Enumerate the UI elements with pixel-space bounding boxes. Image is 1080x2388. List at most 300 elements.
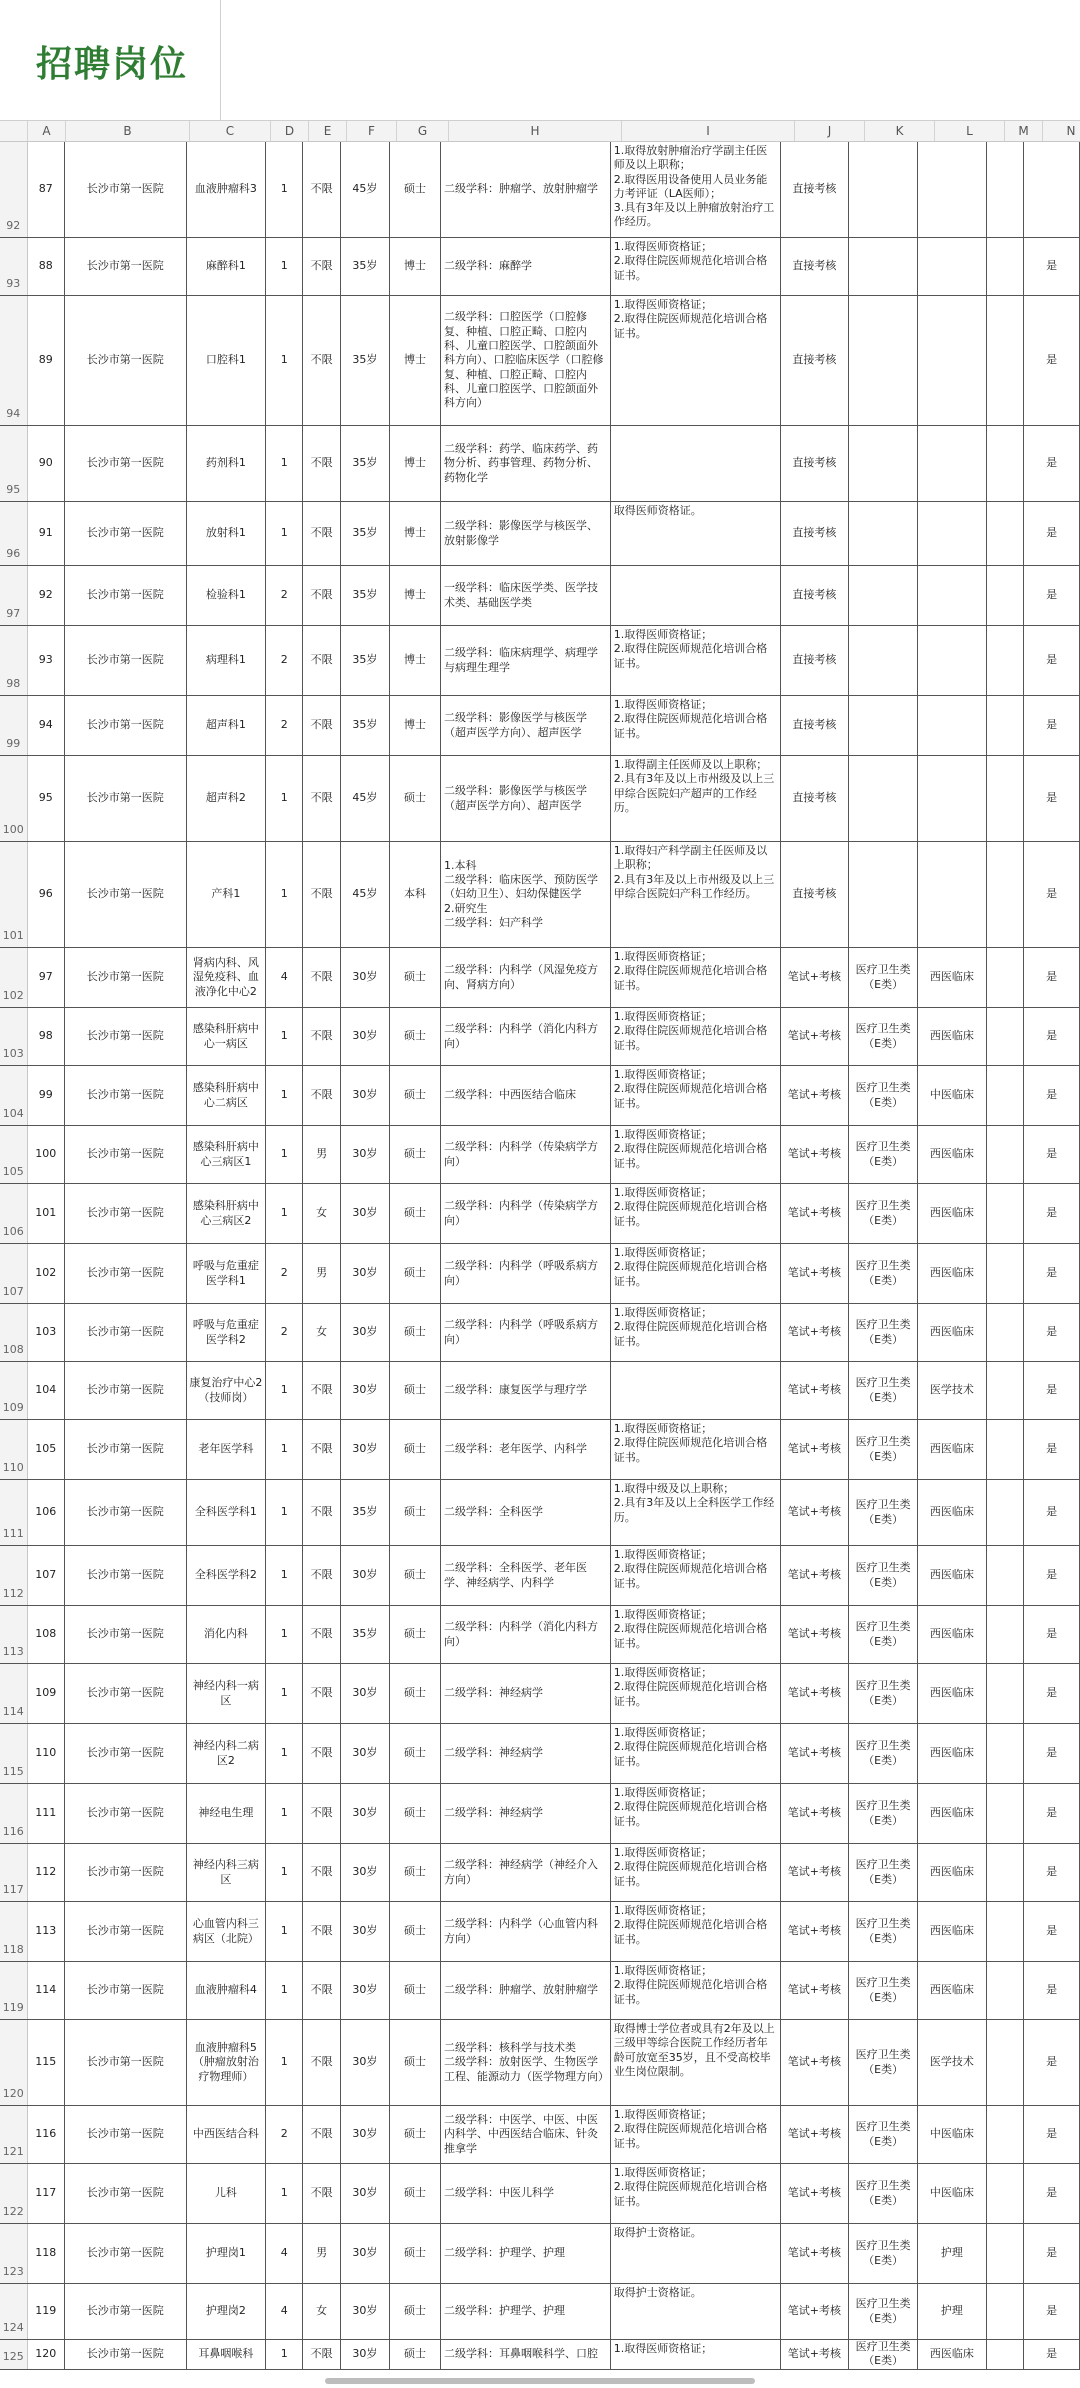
cell-N[interactable] (1024, 566, 1080, 625)
table-row[interactable] (0, 1420, 1080, 1480)
cell-D[interactable] (266, 1902, 303, 1961)
cell-E[interactable] (303, 502, 340, 565)
cell-H[interactable] (441, 1420, 611, 1479)
cell-B[interactable] (65, 1724, 187, 1783)
cell-L[interactable] (918, 1606, 987, 1663)
cell-N[interactable] (1024, 1362, 1080, 1419)
cell-G[interactable] (390, 2164, 441, 2223)
cell-L[interactable] (918, 1546, 987, 1605)
cell-J[interactable] (781, 1844, 850, 1901)
cell-N[interactable] (1024, 1784, 1080, 1843)
cell-E[interactable] (303, 756, 340, 841)
cell-B[interactable] (65, 1008, 187, 1065)
cell-E[interactable] (303, 566, 340, 625)
table-row[interactable] (0, 948, 1080, 1008)
cell-N[interactable] (1024, 1902, 1080, 1961)
cell-N[interactable] (1024, 1244, 1080, 1303)
cell-M[interactable] (987, 1724, 1024, 1783)
cell-H[interactable] (441, 2164, 611, 2223)
cell-J[interactable] (781, 502, 850, 565)
column-header[interactable]: F (347, 121, 397, 141)
cell-G[interactable] (390, 1784, 441, 1843)
cell-B[interactable] (65, 1184, 187, 1243)
cell-F[interactable] (341, 1962, 390, 2019)
cell-F[interactable] (341, 1008, 390, 1065)
cell-D[interactable] (266, 296, 303, 425)
cell-J[interactable] (781, 2284, 850, 2339)
cell-G[interactable] (390, 2106, 441, 2163)
cell-F[interactable] (341, 1184, 390, 1243)
cell-L[interactable] (918, 2106, 987, 2163)
cell-L[interactable] (918, 238, 987, 295)
cell-I[interactable] (611, 1008, 781, 1065)
cell-J[interactable] (781, 1962, 850, 2019)
cell-D[interactable] (266, 1546, 303, 1605)
cell-J[interactable] (781, 2020, 850, 2105)
cell-D[interactable] (266, 142, 303, 237)
cell-E[interactable] (303, 626, 340, 695)
cell-M[interactable] (987, 1546, 1024, 1605)
cell-L[interactable] (918, 1664, 987, 1723)
cell-L[interactable] (918, 2164, 987, 2223)
cell-E[interactable] (303, 1244, 340, 1303)
cell-K[interactable] (849, 1126, 918, 1183)
cell-M[interactable] (987, 948, 1024, 1007)
row-number[interactable] (0, 1244, 28, 1303)
cell-G[interactable] (390, 296, 441, 425)
row-number[interactable] (0, 1126, 28, 1183)
table-row[interactable] (0, 566, 1080, 626)
cell-F[interactable] (341, 842, 390, 947)
table-row[interactable] (0, 1008, 1080, 1066)
cell-H[interactable] (441, 1664, 611, 1723)
table-row[interactable] (0, 1724, 1080, 1784)
cell-N[interactable] (1024, 626, 1080, 695)
cell-H[interactable] (441, 1724, 611, 1783)
cell-D[interactable] (266, 1962, 303, 2019)
cell-I[interactable] (611, 696, 781, 755)
cell-K[interactable] (849, 1066, 918, 1125)
cell-E[interactable] (303, 1126, 340, 1183)
cell-D[interactable] (266, 2224, 303, 2283)
table-row[interactable] (0, 2224, 1080, 2284)
cell-F[interactable] (341, 566, 390, 625)
cell-K[interactable] (849, 1304, 918, 1361)
table-row[interactable] (0, 842, 1080, 948)
cell-N[interactable] (1024, 1546, 1080, 1605)
table-row[interactable] (0, 296, 1080, 426)
cell-E[interactable] (303, 2284, 340, 2339)
row-number[interactable] (0, 1606, 28, 1663)
cell-E[interactable] (303, 1844, 340, 1901)
cell-B[interactable] (65, 2164, 187, 2223)
cell-H[interactable] (441, 626, 611, 695)
cell-L[interactable] (918, 1304, 987, 1361)
table-row[interactable] (0, 2106, 1080, 2164)
cell-I[interactable] (611, 426, 781, 501)
cell-C[interactable] (187, 756, 267, 841)
cell-E[interactable] (303, 1962, 340, 2019)
row-number[interactable] (0, 1844, 28, 1901)
cell-G[interactable] (390, 2020, 441, 2105)
cell-E[interactable] (303, 1066, 340, 1125)
cell-I[interactable] (611, 1420, 781, 1479)
cell-K[interactable] (849, 2224, 918, 2283)
cell-H[interactable] (441, 2340, 611, 2369)
row-number[interactable] (0, 1066, 28, 1125)
cell-B[interactable] (65, 1304, 187, 1361)
cell-B[interactable] (65, 2106, 187, 2163)
cell-L[interactable] (918, 1362, 987, 1419)
cell-H[interactable] (441, 2020, 611, 2105)
cell-E[interactable] (303, 2340, 340, 2369)
cell-G[interactable] (390, 1184, 441, 1243)
row-number[interactable] (0, 1362, 28, 1419)
cell-M[interactable] (987, 1304, 1024, 1361)
cell-B[interactable] (65, 626, 187, 695)
cell-M[interactable] (987, 2224, 1024, 2283)
cell-D[interactable] (266, 2284, 303, 2339)
cell-K[interactable] (849, 566, 918, 625)
cell-M[interactable] (987, 2284, 1024, 2339)
row-number[interactable] (0, 1664, 28, 1723)
cell-C[interactable] (187, 1546, 267, 1605)
cell-B[interactable] (65, 696, 187, 755)
cell-G[interactable] (390, 566, 441, 625)
cell-E[interactable] (303, 296, 340, 425)
cell-H[interactable] (441, 426, 611, 501)
cell-H[interactable] (441, 1480, 611, 1545)
cell-K[interactable] (849, 1844, 918, 1901)
cell-N[interactable] (1024, 2164, 1080, 2223)
cell-J[interactable] (781, 2224, 850, 2283)
table-row[interactable] (0, 1126, 1080, 1184)
cell-B[interactable] (65, 1244, 187, 1303)
cell-E[interactable] (303, 1008, 340, 1065)
cell-K[interactable] (849, 948, 918, 1007)
cell-I[interactable] (611, 1784, 781, 1843)
cell-H[interactable] (441, 948, 611, 1007)
cell-G[interactable] (390, 1362, 441, 1419)
cell-L[interactable] (918, 502, 987, 565)
cell-H[interactable] (441, 1362, 611, 1419)
cell-B[interactable] (65, 2020, 187, 2105)
cell-N[interactable] (28, 756, 65, 841)
cell-I[interactable] (611, 1606, 781, 1663)
cell-M[interactable] (987, 296, 1024, 425)
cell-M[interactable] (987, 626, 1024, 695)
cell-N[interactable] (28, 842, 65, 947)
cell-K[interactable] (849, 1244, 918, 1303)
cell-F[interactable] (341, 1784, 390, 1843)
cell-J[interactable] (781, 626, 850, 695)
cell-G[interactable] (390, 1420, 441, 1479)
cell-E[interactable] (303, 842, 340, 947)
cell-G[interactable] (390, 502, 441, 565)
cell-C[interactable] (187, 1784, 267, 1843)
cell-J[interactable] (781, 1724, 850, 1783)
cell-I[interactable] (611, 1126, 781, 1183)
cell-I[interactable] (611, 1546, 781, 1605)
cell-B[interactable] (65, 2284, 187, 2339)
cell-H[interactable] (441, 2284, 611, 2339)
cell-C[interactable] (187, 1962, 267, 2019)
cell-B[interactable] (65, 1420, 187, 1479)
cell-H[interactable] (441, 1008, 611, 1065)
cell-K[interactable] (849, 2106, 918, 2163)
cell-N[interactable] (28, 1902, 65, 1961)
cell-C[interactable] (187, 1184, 267, 1243)
row-number[interactable] (0, 1784, 28, 1843)
row-number[interactable] (0, 2020, 28, 2105)
cell-J[interactable] (781, 2164, 850, 2223)
cell-N[interactable] (28, 142, 65, 237)
cell-L[interactable] (918, 426, 987, 501)
cell-J[interactable] (781, 842, 850, 947)
table-row[interactable] (0, 1362, 1080, 1420)
cell-D[interactable] (266, 1844, 303, 1901)
row-number[interactable] (0, 696, 28, 755)
cell-L[interactable] (918, 626, 987, 695)
table-row[interactable] (0, 2020, 1080, 2106)
cell-C[interactable] (187, 2340, 267, 2369)
cell-I[interactable] (611, 238, 781, 295)
cell-I[interactable] (611, 1844, 781, 1901)
cell-N[interactable] (28, 1008, 65, 1065)
cell-J[interactable] (781, 1362, 850, 1419)
cell-G[interactable] (390, 1244, 441, 1303)
cell-K[interactable] (849, 1902, 918, 1961)
cell-H[interactable] (441, 238, 611, 295)
cell-K[interactable] (849, 1962, 918, 2019)
cell-D[interactable] (266, 696, 303, 755)
cell-H[interactable] (441, 1902, 611, 1961)
cell-N[interactable] (1024, 502, 1080, 565)
row-number[interactable] (0, 296, 28, 425)
cell-N[interactable] (1024, 2106, 1080, 2163)
cell-C[interactable] (187, 2106, 267, 2163)
cell-M[interactable] (987, 1066, 1024, 1125)
cell-E[interactable] (303, 1664, 340, 1723)
cell-N[interactable] (1024, 2224, 1080, 2283)
cell-G[interactable] (390, 426, 441, 501)
cell-D[interactable] (266, 756, 303, 841)
cell-M[interactable] (987, 502, 1024, 565)
cell-N[interactable] (28, 296, 65, 425)
cell-D[interactable] (266, 238, 303, 295)
cell-J[interactable] (781, 1184, 850, 1243)
cell-C[interactable] (187, 1420, 267, 1479)
cell-C[interactable] (187, 948, 267, 1007)
cell-J[interactable] (781, 1606, 850, 1663)
row-number[interactable] (0, 1480, 28, 1545)
cell-C[interactable] (187, 2164, 267, 2223)
cell-G[interactable] (390, 696, 441, 755)
cell-G[interactable] (390, 1962, 441, 2019)
cell-F[interactable] (341, 1724, 390, 1783)
cell-G[interactable] (390, 238, 441, 295)
cell-I[interactable] (611, 1066, 781, 1125)
cell-B[interactable] (65, 948, 187, 1007)
row-number[interactable] (0, 756, 28, 841)
cell-M[interactable] (987, 2340, 1024, 2369)
cell-F[interactable] (341, 502, 390, 565)
cell-K[interactable] (849, 626, 918, 695)
cell-B[interactable] (65, 1546, 187, 1605)
cell-B[interactable] (65, 756, 187, 841)
cell-N[interactable] (28, 2284, 65, 2339)
cell-K[interactable] (849, 2340, 918, 2369)
cell-C[interactable] (187, 626, 267, 695)
cell-H[interactable] (441, 756, 611, 841)
cell-G[interactable] (390, 2284, 441, 2339)
cell-D[interactable] (266, 1362, 303, 1419)
cell-K[interactable] (849, 1606, 918, 1663)
cell-K[interactable] (849, 1184, 918, 1243)
cell-J[interactable] (781, 1008, 850, 1065)
cell-D[interactable] (266, 626, 303, 695)
cell-E[interactable] (303, 1304, 340, 1361)
cell-N[interactable] (1024, 426, 1080, 501)
cell-H[interactable] (441, 1244, 611, 1303)
cell-G[interactable] (390, 1480, 441, 1545)
cell-K[interactable] (849, 142, 918, 237)
cell-D[interactable] (266, 1724, 303, 1783)
cell-N[interactable] (1024, 1962, 1080, 2019)
cell-M[interactable] (987, 2106, 1024, 2163)
cell-E[interactable] (303, 948, 340, 1007)
cell-M[interactable] (987, 1962, 1024, 2019)
column-header[interactable]: A (28, 121, 66, 141)
cell-E[interactable] (303, 1546, 340, 1605)
horizontal-scrollbar[interactable] (325, 2378, 755, 2384)
cell-I[interactable] (611, 1362, 781, 1419)
cell-M[interactable] (987, 238, 1024, 295)
cell-F[interactable] (341, 2340, 390, 2369)
cell-M[interactable] (987, 696, 1024, 755)
cell-N[interactable] (1024, 1724, 1080, 1783)
cell-M[interactable] (987, 1902, 1024, 1961)
row-number[interactable] (0, 1008, 28, 1065)
cell-H[interactable] (441, 1962, 611, 2019)
cell-K[interactable] (849, 696, 918, 755)
cell-H[interactable] (441, 1784, 611, 1843)
cell-I[interactable] (611, 1184, 781, 1243)
table-row[interactable] (0, 626, 1080, 696)
cell-M[interactable] (987, 1784, 1024, 1843)
cell-N[interactable] (28, 566, 65, 625)
cell-E[interactable] (303, 142, 340, 237)
cell-K[interactable] (849, 756, 918, 841)
row-number[interactable] (0, 426, 28, 501)
cell-C[interactable] (187, 2224, 267, 2283)
cell-I[interactable] (611, 1664, 781, 1723)
cell-F[interactable] (341, 2284, 390, 2339)
table-row[interactable] (0, 238, 1080, 296)
cell-D[interactable] (266, 1784, 303, 1843)
cell-C[interactable] (187, 1066, 267, 1125)
cell-L[interactable] (918, 2020, 987, 2105)
row-number[interactable] (0, 142, 28, 237)
cell-D[interactable] (266, 1066, 303, 1125)
cell-D[interactable] (266, 1008, 303, 1065)
cell-B[interactable] (65, 2340, 187, 2369)
cell-B[interactable] (65, 2224, 187, 2283)
cell-N[interactable] (28, 2224, 65, 2283)
cell-N[interactable] (1024, 1184, 1080, 1243)
cell-H[interactable] (441, 566, 611, 625)
cell-B[interactable] (65, 1126, 187, 1183)
cell-M[interactable] (987, 426, 1024, 501)
cell-I[interactable] (611, 1902, 781, 1961)
corner-cell[interactable] (0, 121, 28, 141)
cell-N[interactable] (1024, 1480, 1080, 1545)
cell-M[interactable] (987, 1008, 1024, 1065)
cell-I[interactable] (611, 1480, 781, 1545)
cell-N[interactable] (1024, 1008, 1080, 1065)
table-row[interactable] (0, 1546, 1080, 1606)
cell-D[interactable] (266, 2164, 303, 2223)
cell-M[interactable] (987, 1664, 1024, 1723)
cell-D[interactable] (266, 502, 303, 565)
cell-E[interactable] (303, 1480, 340, 1545)
cell-E[interactable] (303, 1606, 340, 1663)
cell-F[interactable] (341, 1420, 390, 1479)
row-number[interactable] (0, 1304, 28, 1361)
cell-N[interactable] (28, 1962, 65, 2019)
cell-F[interactable] (341, 1844, 390, 1901)
cell-M[interactable] (987, 1844, 1024, 1901)
cell-N[interactable] (28, 1126, 65, 1183)
cell-E[interactable] (303, 2106, 340, 2163)
cell-N[interactable] (28, 502, 65, 565)
cell-H[interactable] (441, 1546, 611, 1605)
cell-L[interactable] (918, 296, 987, 425)
cell-L[interactable] (918, 756, 987, 841)
table-row[interactable] (0, 696, 1080, 756)
table-row[interactable] (0, 2284, 1080, 2340)
cell-L[interactable] (918, 2340, 987, 2369)
cell-H[interactable] (441, 2106, 611, 2163)
cell-L[interactable] (918, 1126, 987, 1183)
row-number[interactable] (0, 1184, 28, 1243)
cell-B[interactable] (65, 1962, 187, 2019)
cell-M[interactable] (987, 1606, 1024, 1663)
cell-K[interactable] (849, 1546, 918, 1605)
cell-J[interactable] (781, 566, 850, 625)
cell-G[interactable] (390, 1724, 441, 1783)
cell-N[interactable] (28, 1844, 65, 1901)
cell-M[interactable] (987, 2164, 1024, 2223)
cell-C[interactable] (187, 1844, 267, 1901)
row-number[interactable] (0, 2106, 28, 2163)
cell-I[interactable] (611, 1244, 781, 1303)
cell-F[interactable] (341, 142, 390, 237)
cell-N[interactable] (28, 1664, 65, 1723)
cell-J[interactable] (781, 296, 850, 425)
table-row[interactable] (0, 1606, 1080, 1664)
cell-E[interactable] (303, 1362, 340, 1419)
cell-D[interactable] (266, 1184, 303, 1243)
cell-J[interactable] (781, 1126, 850, 1183)
cell-N[interactable] (28, 1546, 65, 1605)
cell-C[interactable] (187, 1480, 267, 1545)
cell-F[interactable] (341, 296, 390, 425)
cell-I[interactable] (611, 1724, 781, 1783)
cell-F[interactable] (341, 1304, 390, 1361)
cell-B[interactable] (65, 502, 187, 565)
cell-I[interactable] (611, 842, 781, 947)
